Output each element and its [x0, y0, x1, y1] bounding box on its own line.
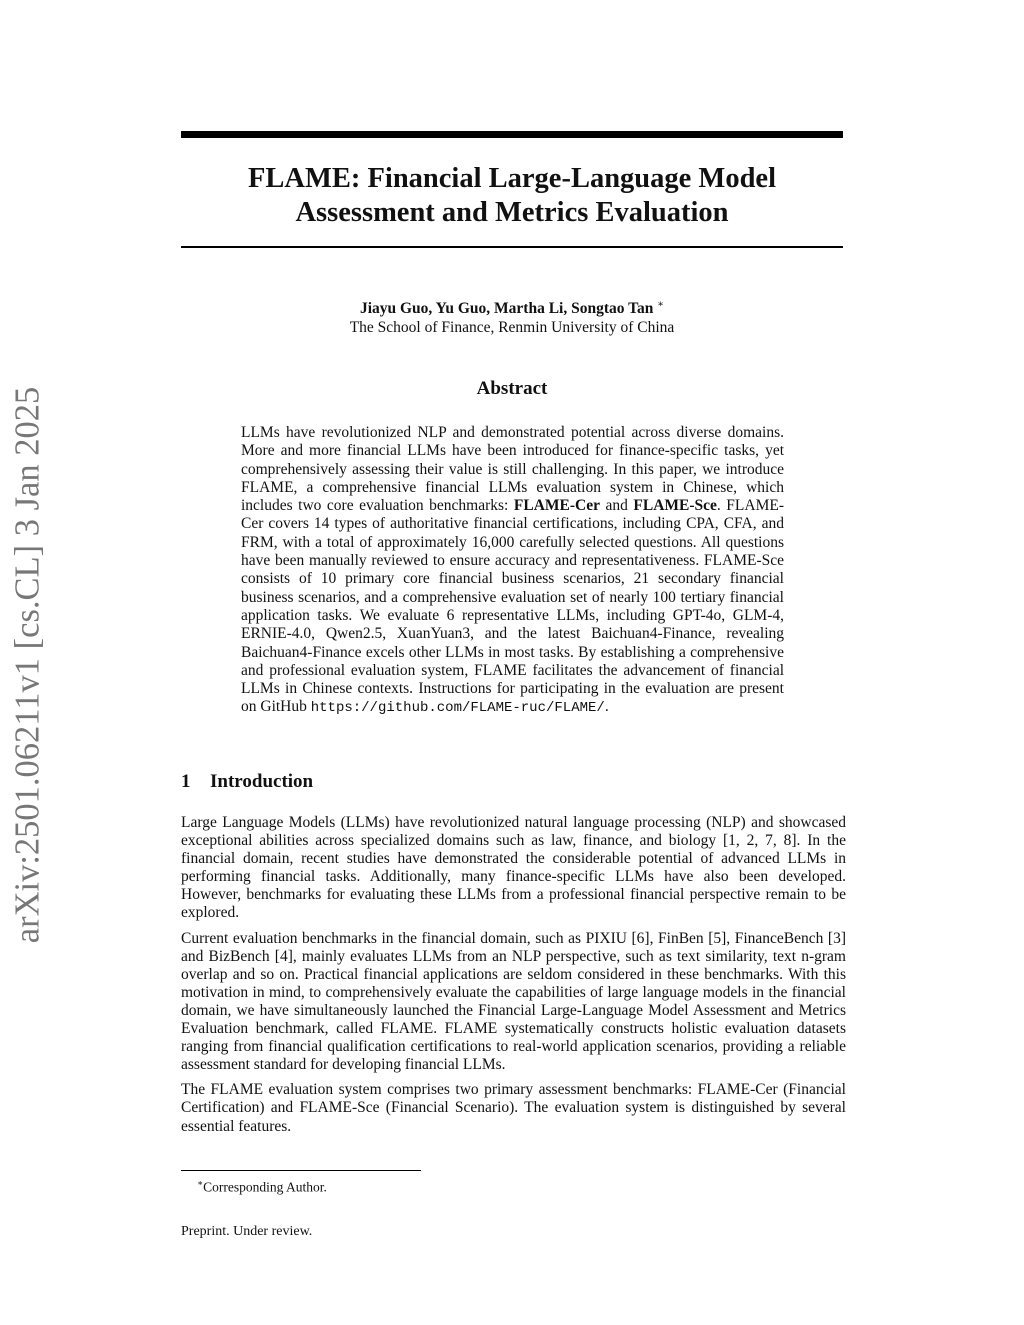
footnote-text: Corresponding Author. — [203, 1179, 327, 1195]
section-heading-introduction — [181, 771, 313, 793]
arxiv-identifier: arXiv:2501.06211v1 [cs.CL] 3 Jan 2025 — [8, 386, 47, 944]
title-line-2: Assessment and Metrics Evaluation — [295, 197, 729, 228]
abstract-text-end: . — [604, 698, 609, 716]
abstract-heading: Abstract — [476, 378, 548, 399]
abstract-text-and: and — [599, 497, 634, 515]
paper-title — [181, 162, 843, 230]
affiliation: The School of Finance, Renmin University of China — [349, 319, 675, 337]
title-bottom-rule — [181, 246, 843, 248]
benchmark-name-cer: FLAME-Cer — [513, 497, 600, 515]
footnote-mark: ∗ — [197, 1178, 204, 1188]
section-title: Introduction — [210, 771, 314, 792]
intro-paragraph-2: Current evaluation benchmarks in the financial domain, such as PIXIU [6], FinBen [5], FinanceBench [3] and BizBench [4], mainly evaluates LLMs from an NLP perspective, such as text similarity, text n-gram overlap and so on. Practical financial applications are seldom considered in these benchmarks. With this motivation in mind, to comprehensively evaluate the capabilities of large language models in the financial domain, we have simultaneously launched the Financial Large-Language Model Assessment and Metrics Evaluation benchmark, called FLAME. FLAME systematically constructs holistic evaluation datasets ranging from financial qualification certifications to real-world application scenarios, providing a reliable assessment standard for developing financial LLMs. — [181, 929, 846, 1074]
intro-paragraph-3: The FLAME evaluation system comprises two primary assessment benchmarks: FLAME-Cer (Financial Certification) and FLAME-Sce (Financial Scenario). The evaluation system is distinguished by several essential features. — [181, 1081, 846, 1135]
title-line-1: FLAME: Financial Large-Language Model — [247, 163, 776, 194]
footnote-rule — [181, 1170, 421, 1171]
corresponding-author-mark: ∗ — [657, 299, 665, 310]
intro-paragraph-1: Large Language Models (LLMs) have revolutionized natural language processing (NLP) and showcased exceptional abilities across specialized domains such as law, finance, and biology [1, 2, 7, 8]. In the financial domain, recent studies have demonstrated the considerable potential of advanced LLMs in performing financial tasks. Additionally, many finance-specific LLMs have also been developed. However, benchmarks for evaluating these LLMs from a professional financial perspective remain to be explored. — [181, 814, 846, 922]
title-top-rule — [181, 131, 843, 138]
author-block — [181, 295, 843, 337]
abstract-text-2: . FLAME-Cer covers 14 types of authoritative financial certifications, including CPA, CFA, and FRM, with a total of approximately 16,000 carefully selected questions. All questions have been manually reviewed to ensure accuracy and representativeness. FLAME-Sce consists of 10 primary core financial business scenarios, 21 secondary financial business scenarios, and a comprehensive evaluation set of nearly 100 tertiary financial application tasks. We evaluate 6 representative LLMs, including GPT-4o, GLM-4, ERNIE-4.0, Qwen2.5, XuanYuan3, and the latest Baichuan4-Finance, revealing Baichuan4-Finance excels other LLMs in most tasks. By establishing a comprehensive and professional evaluation system, FLAME facilitates the advancement of financial LLMs in Chinese contexts. Instructions for participating in the evaluation are present on GitHub — [241, 497, 784, 716]
abstract-body — [241, 424, 784, 718]
benchmark-name-sce: FLAME-Sce — [633, 497, 717, 515]
arxiv-sidebar-stamp — [8, 370, 48, 960]
github-link[interactable]: https://github.com/FLAME-ruc/FLAME/ — [310, 700, 605, 717]
footnote — [197, 1175, 327, 1196]
section-number: 1 — [181, 771, 191, 792]
introduction-body — [181, 814, 846, 1143]
author-names: Jiayu Guo, Yu Guo, Martha Li, Songtao Tan — [359, 300, 654, 318]
preprint-notice: Preprint. Under review. — [181, 1224, 313, 1239]
abstract-text-1: LLMs have revolutionized NLP and demonstrated potential across diverse domains. More and more financial LLMs have been introduced for finance-specific tasks, yet comprehensively assessing their value is still challenging. In this paper, we introduce FLAME, a comprehensive financial LLMs evaluation system in Chinese, which includes two core evaluation benchmarks: — [241, 424, 784, 515]
